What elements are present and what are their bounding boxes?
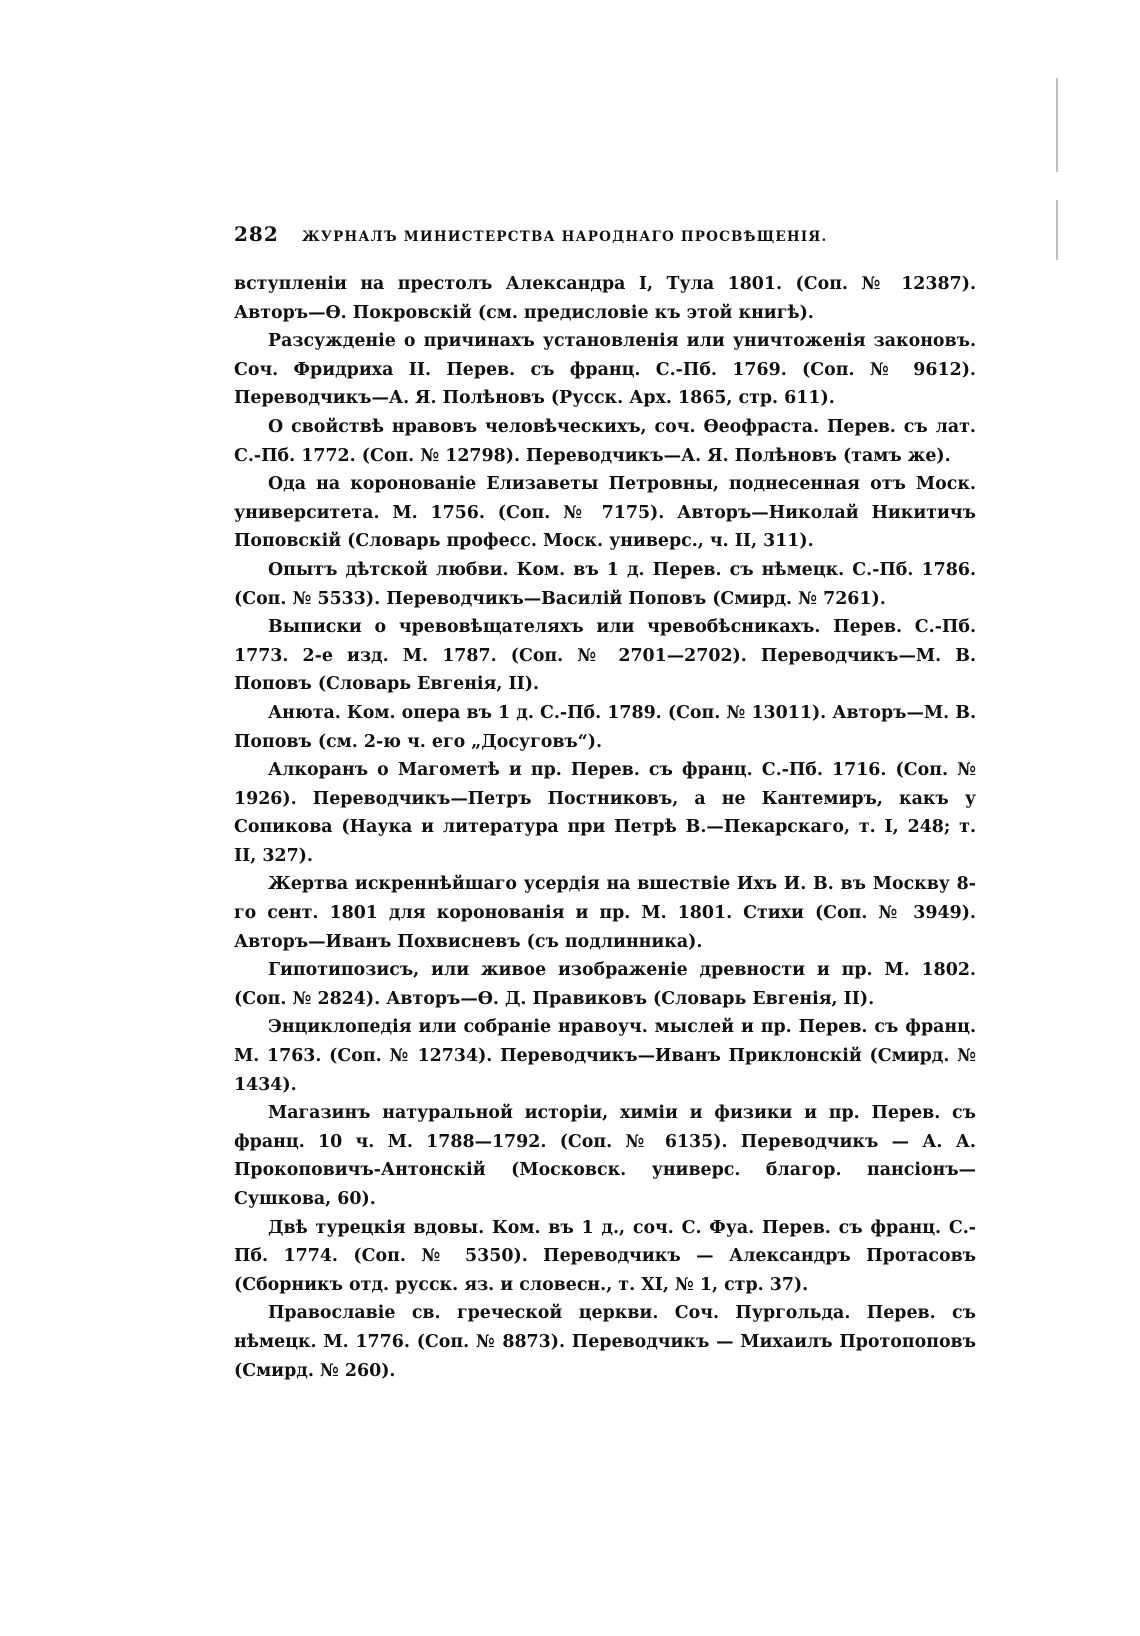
bibliography-entry: Энциклопедія или собраніе нравоуч. мыслей и пр. Перев. съ франц. М. 1763. (Соп. № 12734). Переводчикъ—Иванъ Приклонскій (Смирд. № 1434). [234,1017,976,1095]
running-head [234,222,976,258]
bibliography-entry: Разсужденіе о причинахъ установленія или уничтоженія законовъ. Соч. Фридриха II. Перев. съ франц. С.-Пб. 1769. (Соп. № 9612). Переводчикъ—А. Я. Полѣновъ (Русск. Арх. 1865, стр. 611). [234,331,976,409]
bibliography-entry: вступленіи на престолъ Александра I, Тула 1801. (Соп. № 12387). Авторъ—Ѳ. Покровскій (см. предисловіе къ этой книгѣ). [234,274,976,323]
bibliography-entry: О свойствѣ нравовъ человѣческихъ, соч. Ѳеофраста. Перев. съ лат. С.-Пб. 1772. (Соп. № 12798). Переводчикъ—А. Я. Полѣновъ (тамъ же). [234,416,976,466]
journal-title: ЖУРНАЛЪ МИНИСТЕРСТВА НАРОДНАГО ПРОСВѢЩЕНІЯ. [302,229,828,245]
bibliography-entry: Выписки о чревовѣщателяхъ или чревобѣсникахъ. Перев. С.-Пб. 1773. 2-е изд. М. 1787. (Соп. № 2701—2702). Переводчикъ—М. В. Поповъ (Словарь Евгенія, II). [234,617,976,695]
bibliography-entry: Магазинъ натуральной исторіи, химіи и физики и пр. Перев. съ франц. 10 ч. М. 1788—1792. (Соп. № 6135). Переводчикъ — А. А. Прокоповичъ-Антонскій (Московск. универс. благор. пансіонъ—Сушкова, 60). [234,1103,976,1209]
bibliography-entry: Жертва искреннѣйшаго усердія на вшествіе Ихъ И. В. въ Москву 8-го сент. 1801 для коронованія и пр. М. 1801. Стихи (Соп. № 3949). Авторъ—Иванъ Похвисневъ (съ подлинника). [234,874,976,952]
bibliography-entry: Гипотипозисъ, или живое изображеніе древности и пр. М. 1802. (Соп. № 2824). Авторъ—Ѳ. Д. Правиковъ (Словарь Евгенія, II). [234,960,976,1009]
bibliography-entry: Анюта. Ком. опера въ 1 д. С.-Пб. 1789. (Соп. № 13011). Авторъ—М. В. Поповъ (см. 2-ю ч. его „Досуговъ“). [234,702,976,752]
scan-edge-line-middle [1056,200,1058,260]
bibliography-entry: Ода на коронованіе Елизаветы Петровны, поднесенная отъ Моск. университета. М. 1756. (Соп. № 7175). Авторъ—Николай Никитичъ Поповскій (Словарь професс. Моск. универс., ч. II, 311). [234,474,976,552]
bibliography-entry: Опытъ дѣтской любви. Ком. въ 1 д. Перев. съ нѣмецк. С.-Пб. 1786. (Соп. № 5533). Переводчикъ—Василій Поповъ (Смирд. № 7261). [234,559,976,609]
page-number: 282 [234,222,279,246]
book-page [234,222,976,1385]
bibliography-entries [234,270,976,1385]
scan-edge-line-top [1056,78,1058,172]
bibliography-entry: Двѣ турецкія вдовы. Ком. въ 1 д., соч. С. Фуа. Перев. съ франц. С.-Пб. 1774. (Соп. № 5350). Переводчикъ — Александръ Протасовъ (Сборникъ отд. русск. яз. и словесн., т. XI, № 1, стр. 37). [234,1217,976,1295]
bibliography-entry: Православіе св. греческой церкви. Соч. Пургольда. Перев. съ нѣмецк. М. 1776. (Соп. № 8873). Переводчикъ — Михаилъ Протопоповъ (Смирд. № 260). [234,1303,976,1381]
bibliography-entry: Алкоранъ о Магометѣ и пр. Перев. съ франц. С.-Пб. 1716. (Соп. № 1926). Переводчикъ—Петръ Постниковъ, а не Кантемиръ, какъ у Сопикова (Наука и литература при Петрѣ В.—Пекарскаго, т. I, 248; т. II, 327). [234,760,976,866]
